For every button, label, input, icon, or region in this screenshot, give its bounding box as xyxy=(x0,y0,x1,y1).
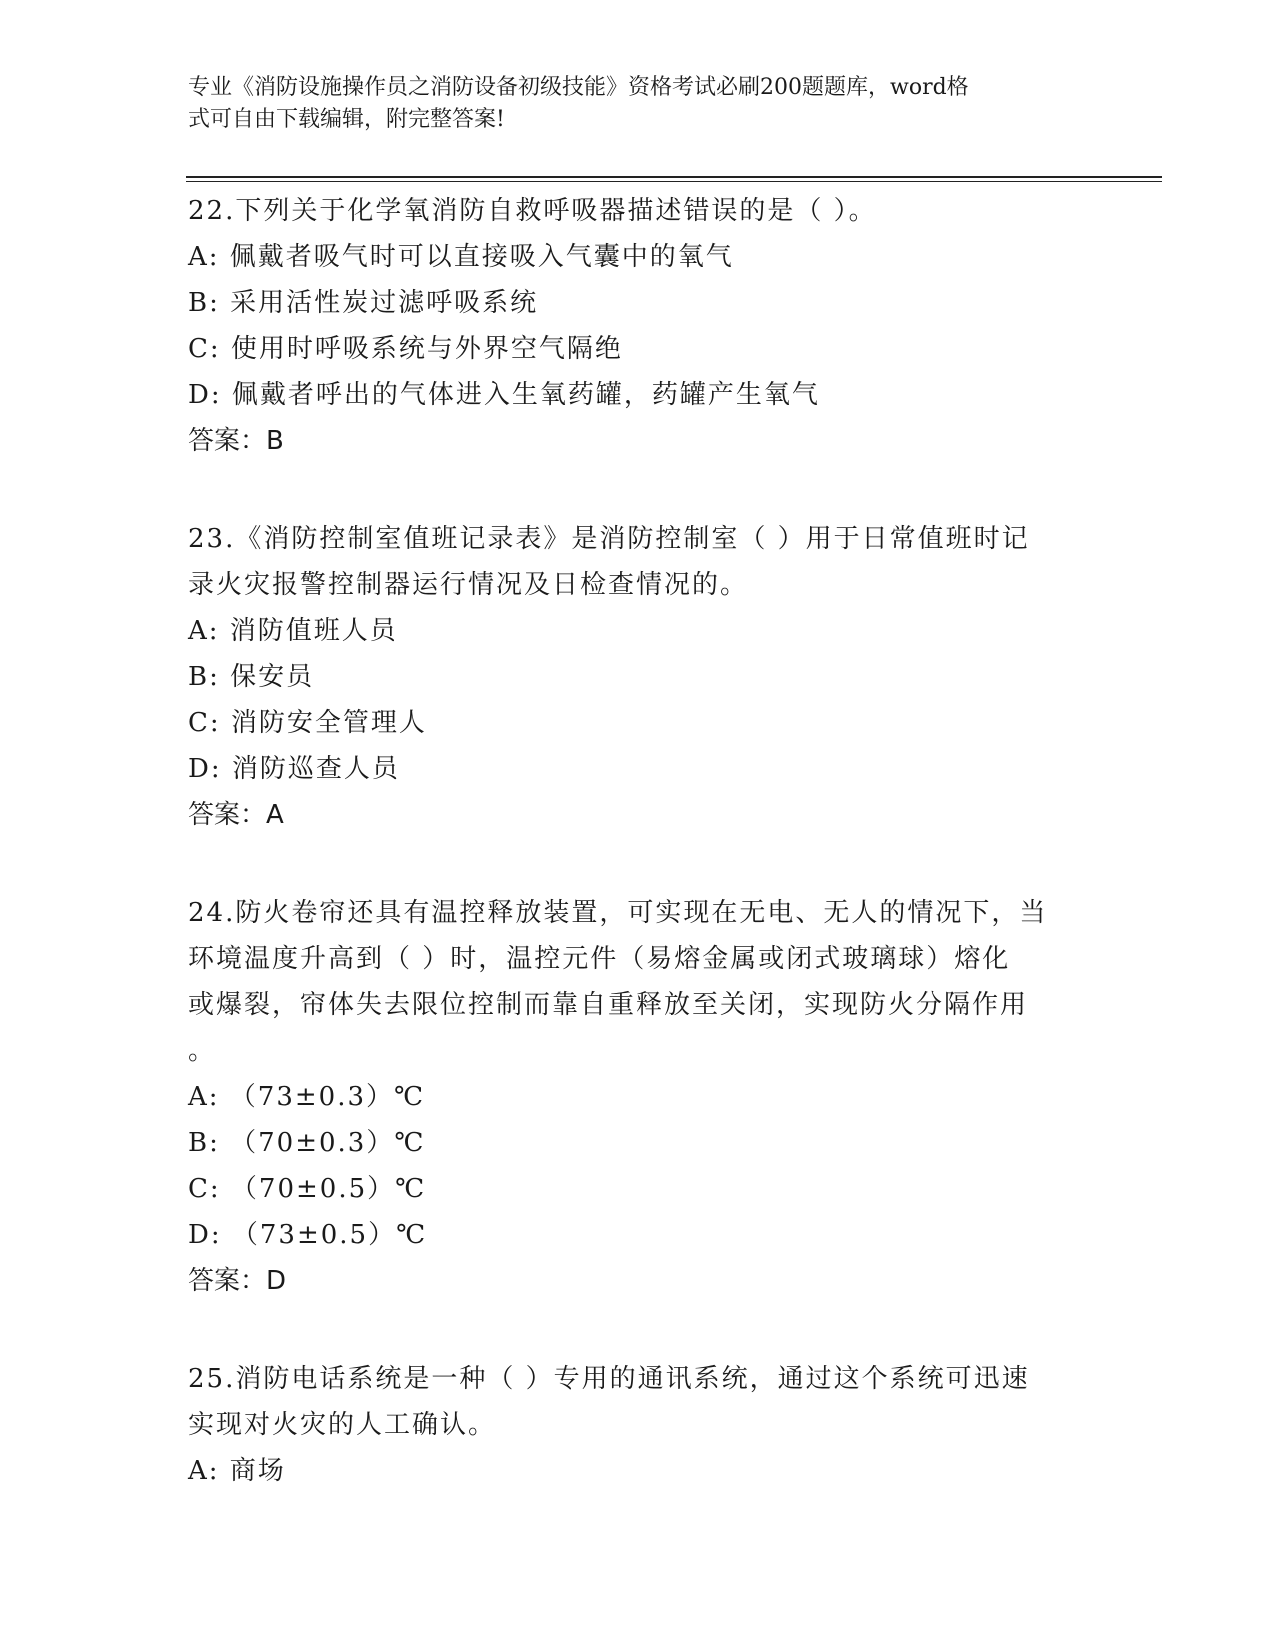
question-22 xyxy=(188,188,1088,464)
question-25 xyxy=(188,1356,1088,1494)
question-text: 录火灾报警控制器运行情况及日检查情况的。 xyxy=(188,570,749,600)
question-text: 24.防火卷帘还具有温控释放装置，可实现在无电、无人的情况下，当 xyxy=(188,898,1048,928)
question-text: 22.下列关于化学氧消防自救呼吸器描述错误的是（ ）。 xyxy=(188,196,877,226)
question-text: 。 xyxy=(188,1036,217,1066)
question-text: 25.消防电话系统是一种（ ）专用的通讯系统，通过这个系统可迅速 xyxy=(188,1364,1030,1394)
option-d: D: 佩戴者呼出的气体进入生氧药罐，药罐产生氧气 xyxy=(188,380,820,410)
option-b: B: 采用活性炭过滤呼吸系统 xyxy=(188,288,539,318)
option-b: B: （70±0.3）℃ xyxy=(188,1128,426,1158)
header-divider-thick xyxy=(186,176,1162,178)
document-header xyxy=(188,72,1088,136)
question-text: 实现对火灾的人工确认。 xyxy=(188,1410,497,1440)
option-b: B: 保安员 xyxy=(188,662,315,692)
option-a: A: （73±0.3）℃ xyxy=(188,1082,426,1112)
option-c: C: （70±0.5）℃ xyxy=(188,1174,427,1204)
answer: 答案：A xyxy=(188,800,284,830)
option-c: C: 消防安全管理人 xyxy=(188,708,427,738)
answer: 答案：B xyxy=(188,426,284,456)
header-line-1: 专业《消防设施操作员之消防设备初级技能》资格考试必刷200题题库，word格 xyxy=(188,75,969,100)
question-text: 或爆裂，帘体失去限位控制而靠自重释放至关闭，实现防火分隔作用 xyxy=(188,990,1029,1020)
question-text: 环境温度升高到（ ）时，温控元件（易熔金属或闭式玻璃球）熔化 xyxy=(188,944,1011,974)
answer: 答案：D xyxy=(188,1266,287,1296)
option-c: C: 使用时呼吸系统与外界空气隔绝 xyxy=(188,334,623,364)
header-line-2: 式可自由下载编辑，附完整答案! xyxy=(188,107,505,132)
question-24 xyxy=(188,890,1088,1304)
question-list xyxy=(188,188,1088,1494)
question-23 xyxy=(188,516,1088,838)
option-d: D: 消防巡查人员 xyxy=(188,754,400,784)
header-divider-thin xyxy=(186,181,1162,182)
question-text: 23.《消防控制室值班记录表》是消防控制室（ ）用于日常值班时记 xyxy=(188,524,1030,554)
option-a: A: 商场 xyxy=(188,1456,286,1486)
option-d: D: （73±0.5）℃ xyxy=(188,1220,428,1250)
option-a: A: 消防值班人员 xyxy=(188,616,398,646)
option-a: A: 佩戴者吸气时可以直接吸入气囊中的氧气 xyxy=(188,242,734,272)
